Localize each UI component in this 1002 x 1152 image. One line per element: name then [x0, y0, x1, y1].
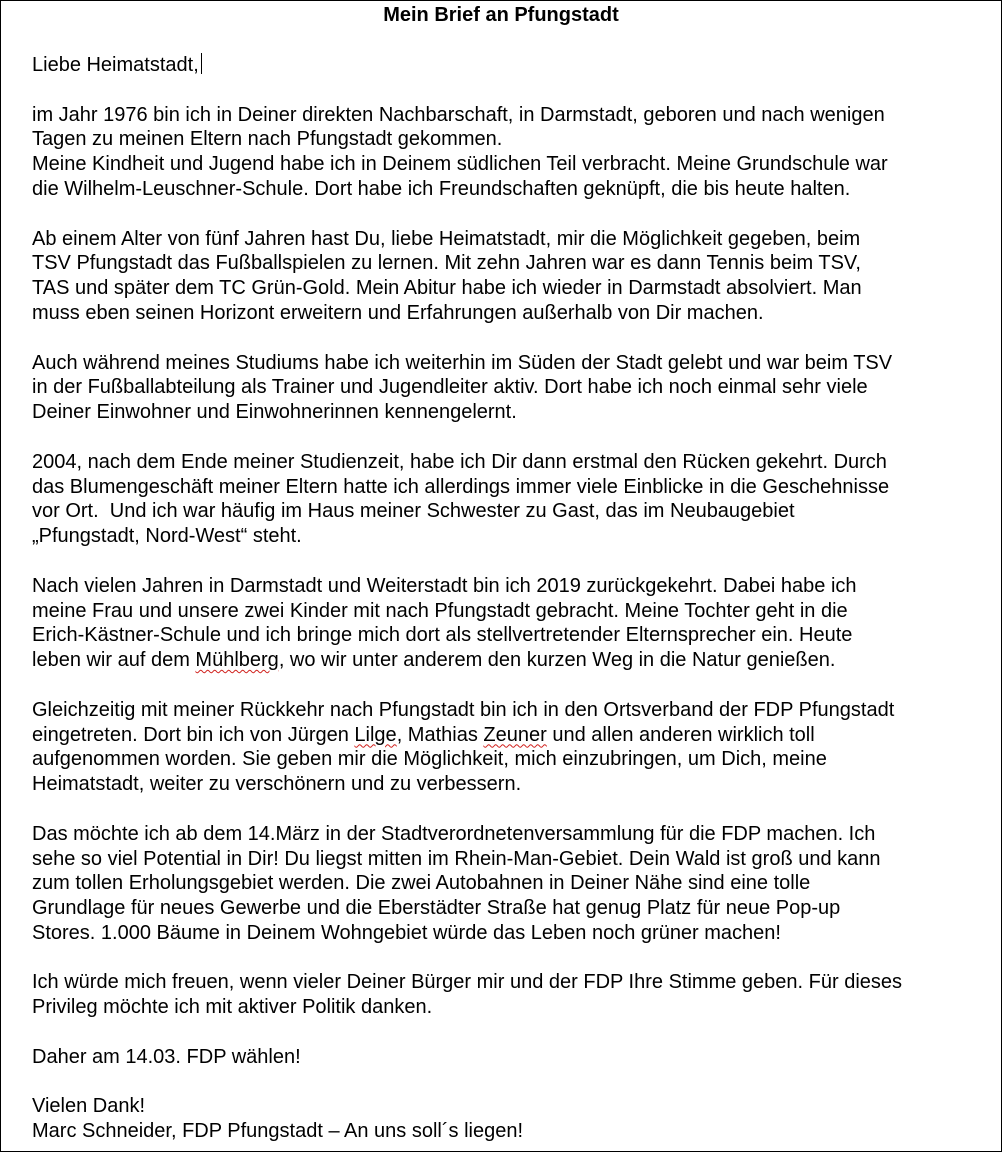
paragraph-2-line-2: TSV Pfungstadt das Fußballspielen zu lernen. Mit zehn Jahren war es dann Tennis beim TSV,: [32, 252, 861, 275]
paragraph-1: [32, 103, 992, 202]
paragraph-5-line-3: Erich-Kästner-Schule und ich bringe mich dort als stellvertretender Elternsprecher ein. Heute: [32, 624, 853, 647]
paragraph-6-line-3: aufgenommen worden. Sie geben mir die Möglichkeit, mich einzubringen, um Dich, meine: [32, 748, 827, 771]
paragraph-1-line-4: die Wilhelm-Leuschner-Schule. Dort habe ich Freundschaften geknüpft, die bis heute halten.: [32, 177, 851, 200]
paragraph-6-line-4: Heimatstadt, weiter zu verschönern und zu verbessern.: [32, 773, 522, 796]
paragraph-6-line-2-mid: , Mathias: [396, 723, 484, 746]
paragraph-5-line-1: Nach vielen Jahren in Darmstadt und Weiterstadt bin ich 2019 zurückgekehrt. Dabei habe ich: [32, 574, 857, 597]
paragraph-9: [32, 1045, 992, 1070]
paragraph-7: [32, 822, 992, 946]
closing-signature: Marc Schneider, FDP Pfungstadt – An uns soll´s liegen!: [32, 1120, 524, 1143]
paragraph-4-line-1: 2004, nach dem Ende meiner Studienzeit, habe ich Dir dann erstmal den Rücken gekehrt. Durch: [32, 450, 887, 473]
paragraph-8-line-1: Ich würde mich freuen, wenn vieler Deiner Bürger mir und der FDP Ihre Stimme geben. Für dieses: [32, 971, 903, 994]
document-title: Mein Brief an Pfungstadt: [383, 4, 619, 26]
paragraph-4-line-2: das Blumengeschäft meiner Eltern hatte ich allerdings immer viele Einblicke in die Geschehnisse: [32, 475, 890, 498]
paragraph-9-line-1: Daher am 14.03. FDP wählen!: [32, 1045, 301, 1068]
paragraph-7-line-4: Grundlage für neues Gewerbe und die Eberstädter Straße hat genug Platz für neue Pop-up: [32, 897, 841, 920]
paragraph-1-line-3: Meine Kindheit und Jugend habe ich in Deinem südlichen Teil verbracht. Meine Grundschule war: [32, 153, 888, 176]
paragraph-8: [32, 970, 992, 1020]
salutation-text: Liebe Heimatstadt,: [32, 54, 199, 76]
paragraph-3-line-1: Auch während meines Studiums habe ich weiterhin im Süden der Stadt gelebt und war beim TSV: [32, 351, 893, 374]
paragraph-7-line-1: Das möchte ich ab dem 14.März in der Stadtverordnetenversammlung für die FDP machen. Ich: [32, 822, 876, 845]
paragraph-7-line-2: sehe so viel Potential in Dir! Du liegst mitten im Rhein-Man-Gebiet. Dein Wald ist groß und kann: [32, 847, 881, 870]
closing-line-1: Vielen Dank!: [32, 1095, 146, 1118]
closing-paragraph: [32, 1094, 992, 1144]
paragraph-4-line-4: „Pfungstadt, Nord-West“ steht.: [32, 525, 302, 548]
paragraph-3-line-2: in der Fußballabteilung als Trainer und Jugendleiter aktiv. Dort habe ich noch einmal sehr viele: [32, 376, 868, 399]
paragraph-2: [32, 227, 992, 326]
paragraph-3-line-3: Deiner Einwohner und Einwohnerinnen kennengelernt.: [32, 401, 517, 424]
paragraph-1-line-2: Tagen zu meinen Eltern nach Pfungstadt gekommen.: [32, 128, 503, 151]
spellcheck-word-zeuner[interactable]: Zeuner: [483, 723, 547, 746]
paragraph-5-line-4-end: , wo wir unter anderem den kurzen Weg in die Natur genießen.: [278, 649, 836, 672]
paragraph-5-line-2: meine Frau und unsere zwei Kinder mit nach Pfungstadt gebracht. Meine Tochter geht in die: [32, 599, 848, 622]
paragraph-6-line-2: [32, 723, 992, 748]
paragraph-5: [32, 574, 992, 673]
spellcheck-word-muehlberg[interactable]: Mühlberg: [195, 649, 279, 672]
paragraph-5-line-4: [32, 648, 992, 673]
paragraph-7-line-3: zum tollen Erholungsgebiet werden. Die zwei Autobahnen in Deiner Nähe sind eine tolle: [32, 872, 811, 895]
paragraph-7-line-5: Stores. 1.000 Bäume in Deinem Wohngebiet würde das Leben noch grüner machen!: [32, 921, 781, 944]
paragraph-4-line-3: vor Ort. Und ich war häufig im Haus meiner Schwester zu Gast, das im Neubaugebiet: [32, 500, 795, 523]
paragraph-6-line-2-end: und allen anderen wirklich toll: [546, 723, 815, 746]
spellcheck-word-lilge[interactable]: Lilge: [354, 723, 397, 746]
salutation-line: [32, 53, 992, 78]
paragraph-1-line-1: im Jahr 1976 bin ich in Deiner direkten Nachbarschaft, in Darmstadt, geboren und nach wenigen: [32, 103, 885, 126]
salutation-paragraph: [32, 53, 992, 78]
paragraph-6-line-2-start: eingetreten. Dort bin ich von Jürgen: [32, 723, 355, 746]
paragraph-3: [32, 351, 992, 425]
paragraph-6-line-1: Gleichzeitig mit meiner Rückkehr nach Pfungstadt bin ich in den Ortsverband der FDP Pfungstadt: [32, 698, 895, 721]
paragraph-2-line-1: Ab einem Alter von fünf Jahren hast Du, liebe Heimatstadt, mir die Möglichkeit gegeben, beim: [32, 227, 861, 250]
paragraph-4: [32, 450, 992, 549]
text-cursor: [201, 53, 202, 74]
paragraph-2-line-4: muss eben seinen Horizont erweitern und Erfahrungen außerhalb von Dir machen.: [32, 301, 764, 324]
paragraph-2-line-3: TAS und später dem TC Grün-Gold. Mein Abitur habe ich wieder in Darmstadt absolviert. Man: [32, 277, 862, 300]
paragraph-6: [32, 698, 992, 797]
letter-body[interactable]: [32, 53, 992, 1144]
paragraph-8-line-2: Privileg möchte ich mit aktiver Politik danken.: [32, 996, 433, 1019]
paragraph-5-line-4-start: leben wir auf dem: [32, 649, 196, 672]
